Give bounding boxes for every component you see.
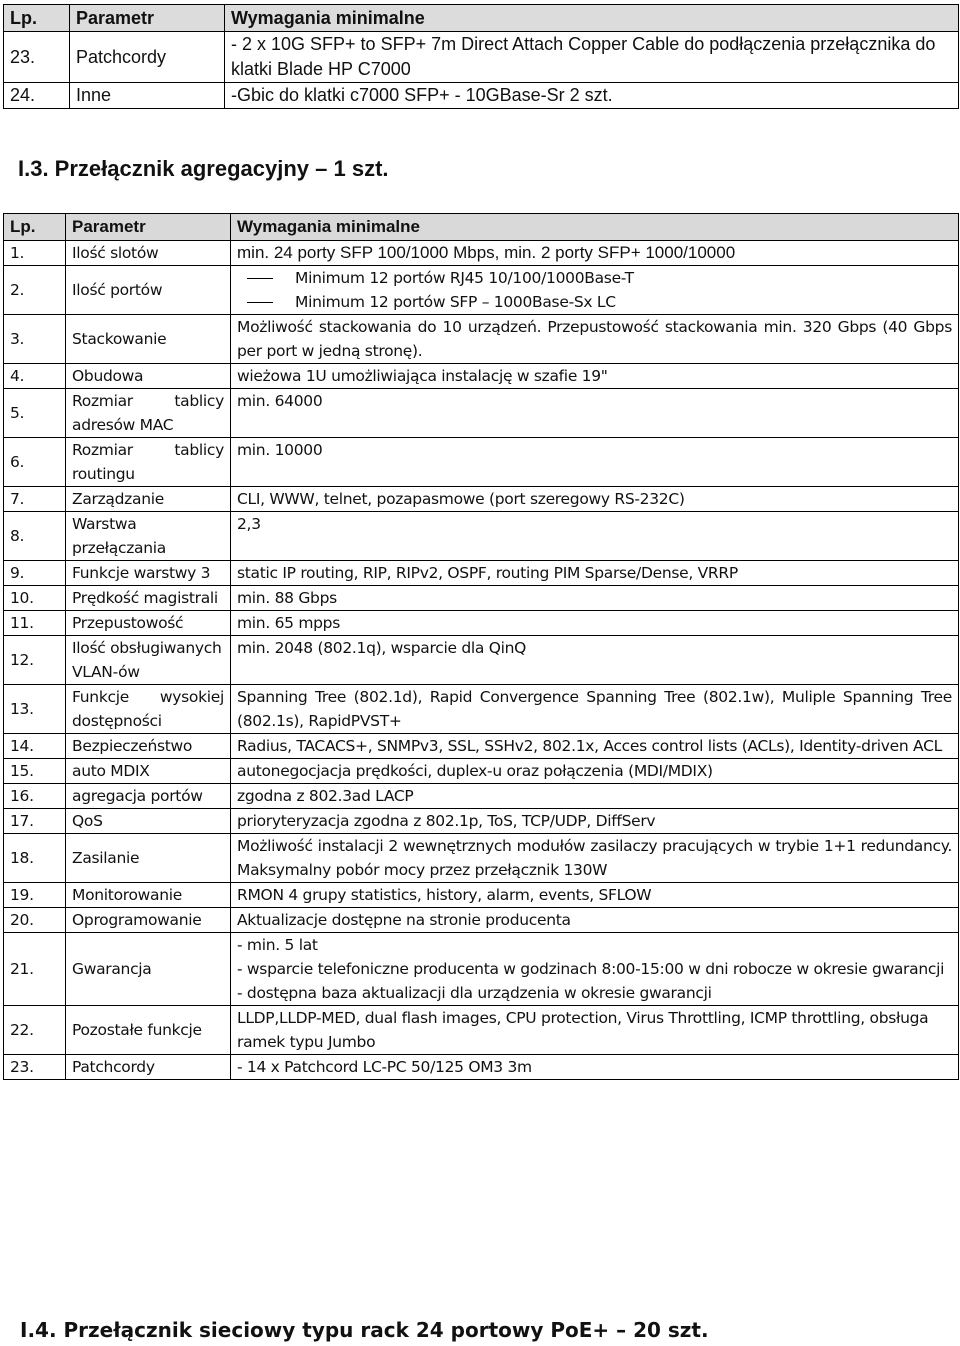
table-row [4, 266, 959, 315]
row-lp: 11. [4, 611, 66, 636]
row-lp: 12. [4, 636, 66, 685]
row-param: Zasilanie [66, 834, 231, 883]
row-param: Inne [70, 83, 225, 109]
row-param: auto MDIX [66, 759, 231, 784]
table-row [4, 315, 959, 364]
bullet-text: Minimum 12 portów SFP – 1000Base-Sx LC [295, 293, 616, 311]
row-param: Funkcje warstwy 3 [66, 561, 231, 586]
row-param: Ilość slotów [66, 241, 231, 266]
warranty-line: - min. 5 lat [237, 936, 318, 954]
row-req: RMON 4 grupy statistics, history, alarm, events, SFLOW [231, 883, 959, 908]
table-row [4, 586, 959, 611]
header-lp: Lp. [4, 214, 66, 241]
row-param: Monitorowanie [66, 883, 231, 908]
row-req: Możliwość stackowania do 10 urządzeń. Przepustowość stackowania min. 320 Gbps (40 Gbps per port w jedną stronę). [231, 315, 959, 364]
header-wymagania: Wymagania minimalne [225, 5, 959, 32]
row-lp: 6. [4, 438, 66, 487]
table-row [4, 759, 959, 784]
row-param: Pozostałe funkcje [66, 1006, 231, 1055]
table-row [4, 83, 959, 109]
table-header-row [4, 214, 959, 241]
row-req: prioryteryzacja zgodna z 802.1p, ToS, TCP/UDP, DiffServ [231, 809, 959, 834]
row-req: - 2 x 10G SFP+ to SFP+ 7m Direct Attach Copper Cable do podłączenia przełącznika do klatki Blade HP C7000 [225, 32, 959, 83]
requirements-table-aggregation-switch [3, 213, 959, 1080]
row-req: min. 10000 [231, 438, 959, 487]
section-heading-1-4: I.4. Przełącznik sieciowy typu rack 24 portowy PoE+ – 20 szt. [20, 1318, 709, 1342]
row-req: - 14 x Patchcord LC-PC 50/125 OM3 3m [231, 1055, 959, 1080]
row-req: -Gbic do klatki c7000 SFP+ - 10GBase-Sr 2 szt. [225, 83, 959, 109]
row-lp: 9. [4, 561, 66, 586]
row-req: min. 64000 [231, 389, 959, 438]
row-req: min. 2048 (802.1q), wsparcie dla QinQ [231, 636, 959, 685]
table-row [4, 1055, 959, 1080]
table-row [4, 933, 959, 1006]
row-req: Radius, TACACS+, SNMPv3, SSL, SSHv2, 802.1x, Acces control lists (ACLs), Identity-driven ACL [231, 734, 959, 759]
table-row [4, 611, 959, 636]
row-param: Funkcje wysokiej dostępności [66, 685, 231, 734]
header-parametr: Parametr [70, 5, 225, 32]
row-req: Możliwość instalacji 2 wewnętrznych modułów zasilaczy pracujących w trybie 1+1 redundancy. Maksymalny pobór mocy przez przełącznik 130W [231, 834, 959, 883]
bullet-item [237, 290, 952, 314]
row-param: Rozmiar tablicy routingu [66, 438, 231, 487]
requirements-table-previous [3, 4, 959, 109]
row-lp: 13. [4, 685, 66, 734]
row-lp: 16. [4, 784, 66, 809]
bullet-item [237, 266, 952, 290]
table-row [4, 834, 959, 883]
table-row [4, 1006, 959, 1055]
row-lp: 19. [4, 883, 66, 908]
row-req: Aktualizacje dostępne na stronie producenta [231, 908, 959, 933]
row-lp: 15. [4, 759, 66, 784]
row-req [231, 266, 959, 315]
row-param: Bezpieczeństwo [66, 734, 231, 759]
row-lp: 21. [4, 933, 66, 1006]
row-lp: 17. [4, 809, 66, 834]
row-req: CLI, WWW, telnet, pozapasmowe (port szeregowy RS-232C) [231, 487, 959, 512]
row-param: Ilość obsługiwanych VLAN-ów [66, 636, 231, 685]
dash-bullet-icon [247, 302, 273, 303]
table-row [4, 487, 959, 512]
row-lp: 22. [4, 1006, 66, 1055]
section-heading-1-3: I.3. Przełącznik agregacyjny – 1 szt. [18, 156, 389, 181]
table-row [4, 809, 959, 834]
row-lp: 3. [4, 315, 66, 364]
row-lp: 18. [4, 834, 66, 883]
row-req: min. 24 porty SFP 100/1000 Mbps, min. 2 porty SFP+ 1000/10000 [231, 241, 959, 266]
row-req: min. 65 mpps [231, 611, 959, 636]
row-lp: 4. [4, 364, 66, 389]
table-header-row [4, 5, 959, 32]
row-req: Spanning Tree (802.1d), Rapid Convergence Spanning Tree (802.1w), Muliple Spanning Tree (802.1s), RapidPVST+ [231, 685, 959, 734]
warranty-line: - wsparcie telefoniczne producenta w godzinach 8:00-15:00 w dni robocze w okresie gwarancji [237, 960, 945, 978]
table-row [4, 364, 959, 389]
table-row [4, 512, 959, 561]
warranty-line: - dostępna baza aktualizacji dla urządzenia w okresie gwarancji [237, 984, 712, 1002]
row-param: Warstwa przełączania [66, 512, 231, 561]
row-req: min. 88 Gbps [231, 586, 959, 611]
row-lp: 7. [4, 487, 66, 512]
row-req: wieżowa 1U umożliwiająca instalację w szafie 19" [231, 364, 959, 389]
row-lp: 23. [4, 32, 70, 83]
row-req [231, 933, 959, 1006]
row-param: Patchcordy [70, 32, 225, 83]
table-row [4, 883, 959, 908]
header-wymagania: Wymagania minimalne [231, 214, 959, 241]
row-lp: 5. [4, 389, 66, 438]
row-req: 2,3 [231, 512, 959, 561]
row-param: Prędkość magistrali [66, 586, 231, 611]
table-row [4, 908, 959, 933]
row-lp: 23. [4, 1055, 66, 1080]
bullet-text: Minimum 12 portów RJ45 10/100/1000Base-T [295, 269, 634, 287]
row-req: LLDP,LLDP-MED, dual flash images, CPU protection, Virus Throttling, ICMP throttling, obsługa ramek typu Jumbo [231, 1006, 959, 1055]
row-lp: 1. [4, 241, 66, 266]
table-row [4, 784, 959, 809]
row-param: Rozmiar tablicy adresów MAC [66, 389, 231, 438]
table-row [4, 241, 959, 266]
dash-bullet-icon [247, 278, 273, 279]
header-lp: Lp. [4, 5, 70, 32]
row-param: QoS [66, 809, 231, 834]
row-lp: 24. [4, 83, 70, 109]
row-param: Gwarancja [66, 933, 231, 1006]
table-row [4, 685, 959, 734]
row-param: Patchcordy [66, 1055, 231, 1080]
row-lp: 8. [4, 512, 66, 561]
row-req: autonegocjacja prędkości, duplex-u oraz połączenia (MDI/MDIX) [231, 759, 959, 784]
row-lp: 2. [4, 266, 66, 315]
row-param: Zarządzanie [66, 487, 231, 512]
table-row [4, 734, 959, 759]
table-row [4, 438, 959, 487]
row-param: Stackowanie [66, 315, 231, 364]
table-row [4, 636, 959, 685]
header-parametr: Parametr [66, 214, 231, 241]
row-param: Obudowa [66, 364, 231, 389]
row-param: Przepustowość [66, 611, 231, 636]
table-row [4, 389, 959, 438]
row-param: agregacja portów [66, 784, 231, 809]
row-param: Oprogramowanie [66, 908, 231, 933]
table-row [4, 32, 959, 83]
row-lp: 10. [4, 586, 66, 611]
row-req: static IP routing, RIP, RIPv2, OSPF, routing PIM Sparse/Dense, VRRP [231, 561, 959, 586]
row-lp: 14. [4, 734, 66, 759]
row-param: Ilość portów [66, 266, 231, 315]
row-req: zgodna z 802.3ad LACP [231, 784, 959, 809]
row-lp: 20. [4, 908, 66, 933]
table-row [4, 561, 959, 586]
